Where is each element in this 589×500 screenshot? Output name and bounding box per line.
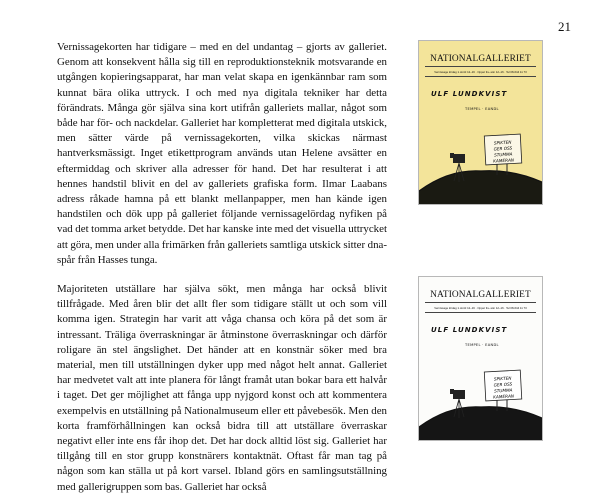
paragraph-1: Vernissagekorten har tidigare – med en del undantag – gjorts av galleriet. Genom att konsekvent hålla sig till en reproduktionsteknik motsvarande en utgången kopieringsapparat, har man velat skapa en igenkännbar ram som kunnat bära olika uttryck. I och med nya digitala tekniker har detta förändrats. Många gör själva sina kort utifrån galleriets mallar, något som både har för- och nackdelar. Galleriet har kompletterat med digitala utskick, men sätter värde på vernissagekorten, vilka skickas närmast hantverksmässigt. Inget etikettprogram används utan Helene avsätter en eftermiddag och skriver alla adresser för hand. Det har resulterat i att hennes handstil blivit en del av galleriets grafiska form. Ilmar Laabans adress råkade hamna på ett blankt mellanpapper, men han kände igen handstilen och dök upp på galleriet följande vernissagelördag nyfiken på vad det tomma arket betydde. Det har kanske inte med det visuella uttrycket att göra, men under alla frimärken från galleriets samtliga utskick sitter dna-spår från Hasses tunga. <box>57 41 387 266</box>
sign-text-1: SPIKTEN <box>493 375 512 382</box>
card-drawing <box>419 41 543 205</box>
camera-shape <box>453 390 465 399</box>
card-caption: TEMPEL · EANDL <box>465 107 499 111</box>
card-title: NATIONALGALLERIET <box>430 290 531 300</box>
card-artist-name: ULF LUNDKVIST <box>431 90 508 98</box>
sign-text-2: GER OSS <box>493 145 513 152</box>
invitation-card-white <box>418 276 543 441</box>
camera-shape <box>453 154 465 163</box>
page-number: 21 <box>558 19 571 34</box>
body-text-column <box>57 40 387 495</box>
sign-text-4: KAMERAN <box>493 393 515 400</box>
invitation-card-yellow <box>418 40 543 205</box>
card-artist-name: ULF LUNDKVIST <box>431 326 508 334</box>
card-title: NATIONALGALLERIET <box>430 54 531 64</box>
card-drawing <box>419 277 543 441</box>
sign-text-3: STUMMA <box>493 387 513 394</box>
paragraph-2: Majoriteten utställare har själva sökt, men många har också blivit tillfrågade. Med åren blir det allt fler som tidigare ställt ut och som vill komma igen. Strategin har varit att våga chansa och köra på det som är intressant. Träliga överraskningar är åtminstone överraskningar och därför roligare än stel ängslighet. Det händer att en konstnär söker med bra material, men till utställningen dyker upp med något helt annat. Galleriet har medvetet valt att inte planera för långt framåt utan bokar bara ett halvår i taget. Det ger möjlighet att fånga upp nyjgord konst och att kommentera exempelvis en utställning på Nationalmuseum eller ett påvebesök. Men den korta framförhållningen kan också bidra till att utställare överraskar negativt eller inte ens får ihop det. Det har dock alltid löst sig. Galleriet har tillgång till en stor grupp konstnärers kontaktnät. Oftast får man tag på någon som kan ställa ut på kort varsel. Ibland görs en samlingsutställning med gallerigruppen som bas. Galleriet har också <box>57 283 387 493</box>
sign-text-3: STUMMA <box>493 151 513 158</box>
card-subtitle: Vernissage lördag 1 okt kl 12–16 · Öppet fre–sön 12–16 · Tel 08-644 11 73 <box>434 71 527 74</box>
card-caption: TEMPEL · EANDL <box>465 343 499 347</box>
sign-text-2: GER OSS <box>493 381 513 388</box>
sign-text-4: KAMERAN <box>493 157 515 164</box>
sign-text-1: SPIKTEN <box>493 139 512 146</box>
card-subtitle: Vernissage lördag 1 okt kl 12–16 · Öppet fre–sön 12–16 · Tel 08-644 11 73 <box>434 307 527 310</box>
